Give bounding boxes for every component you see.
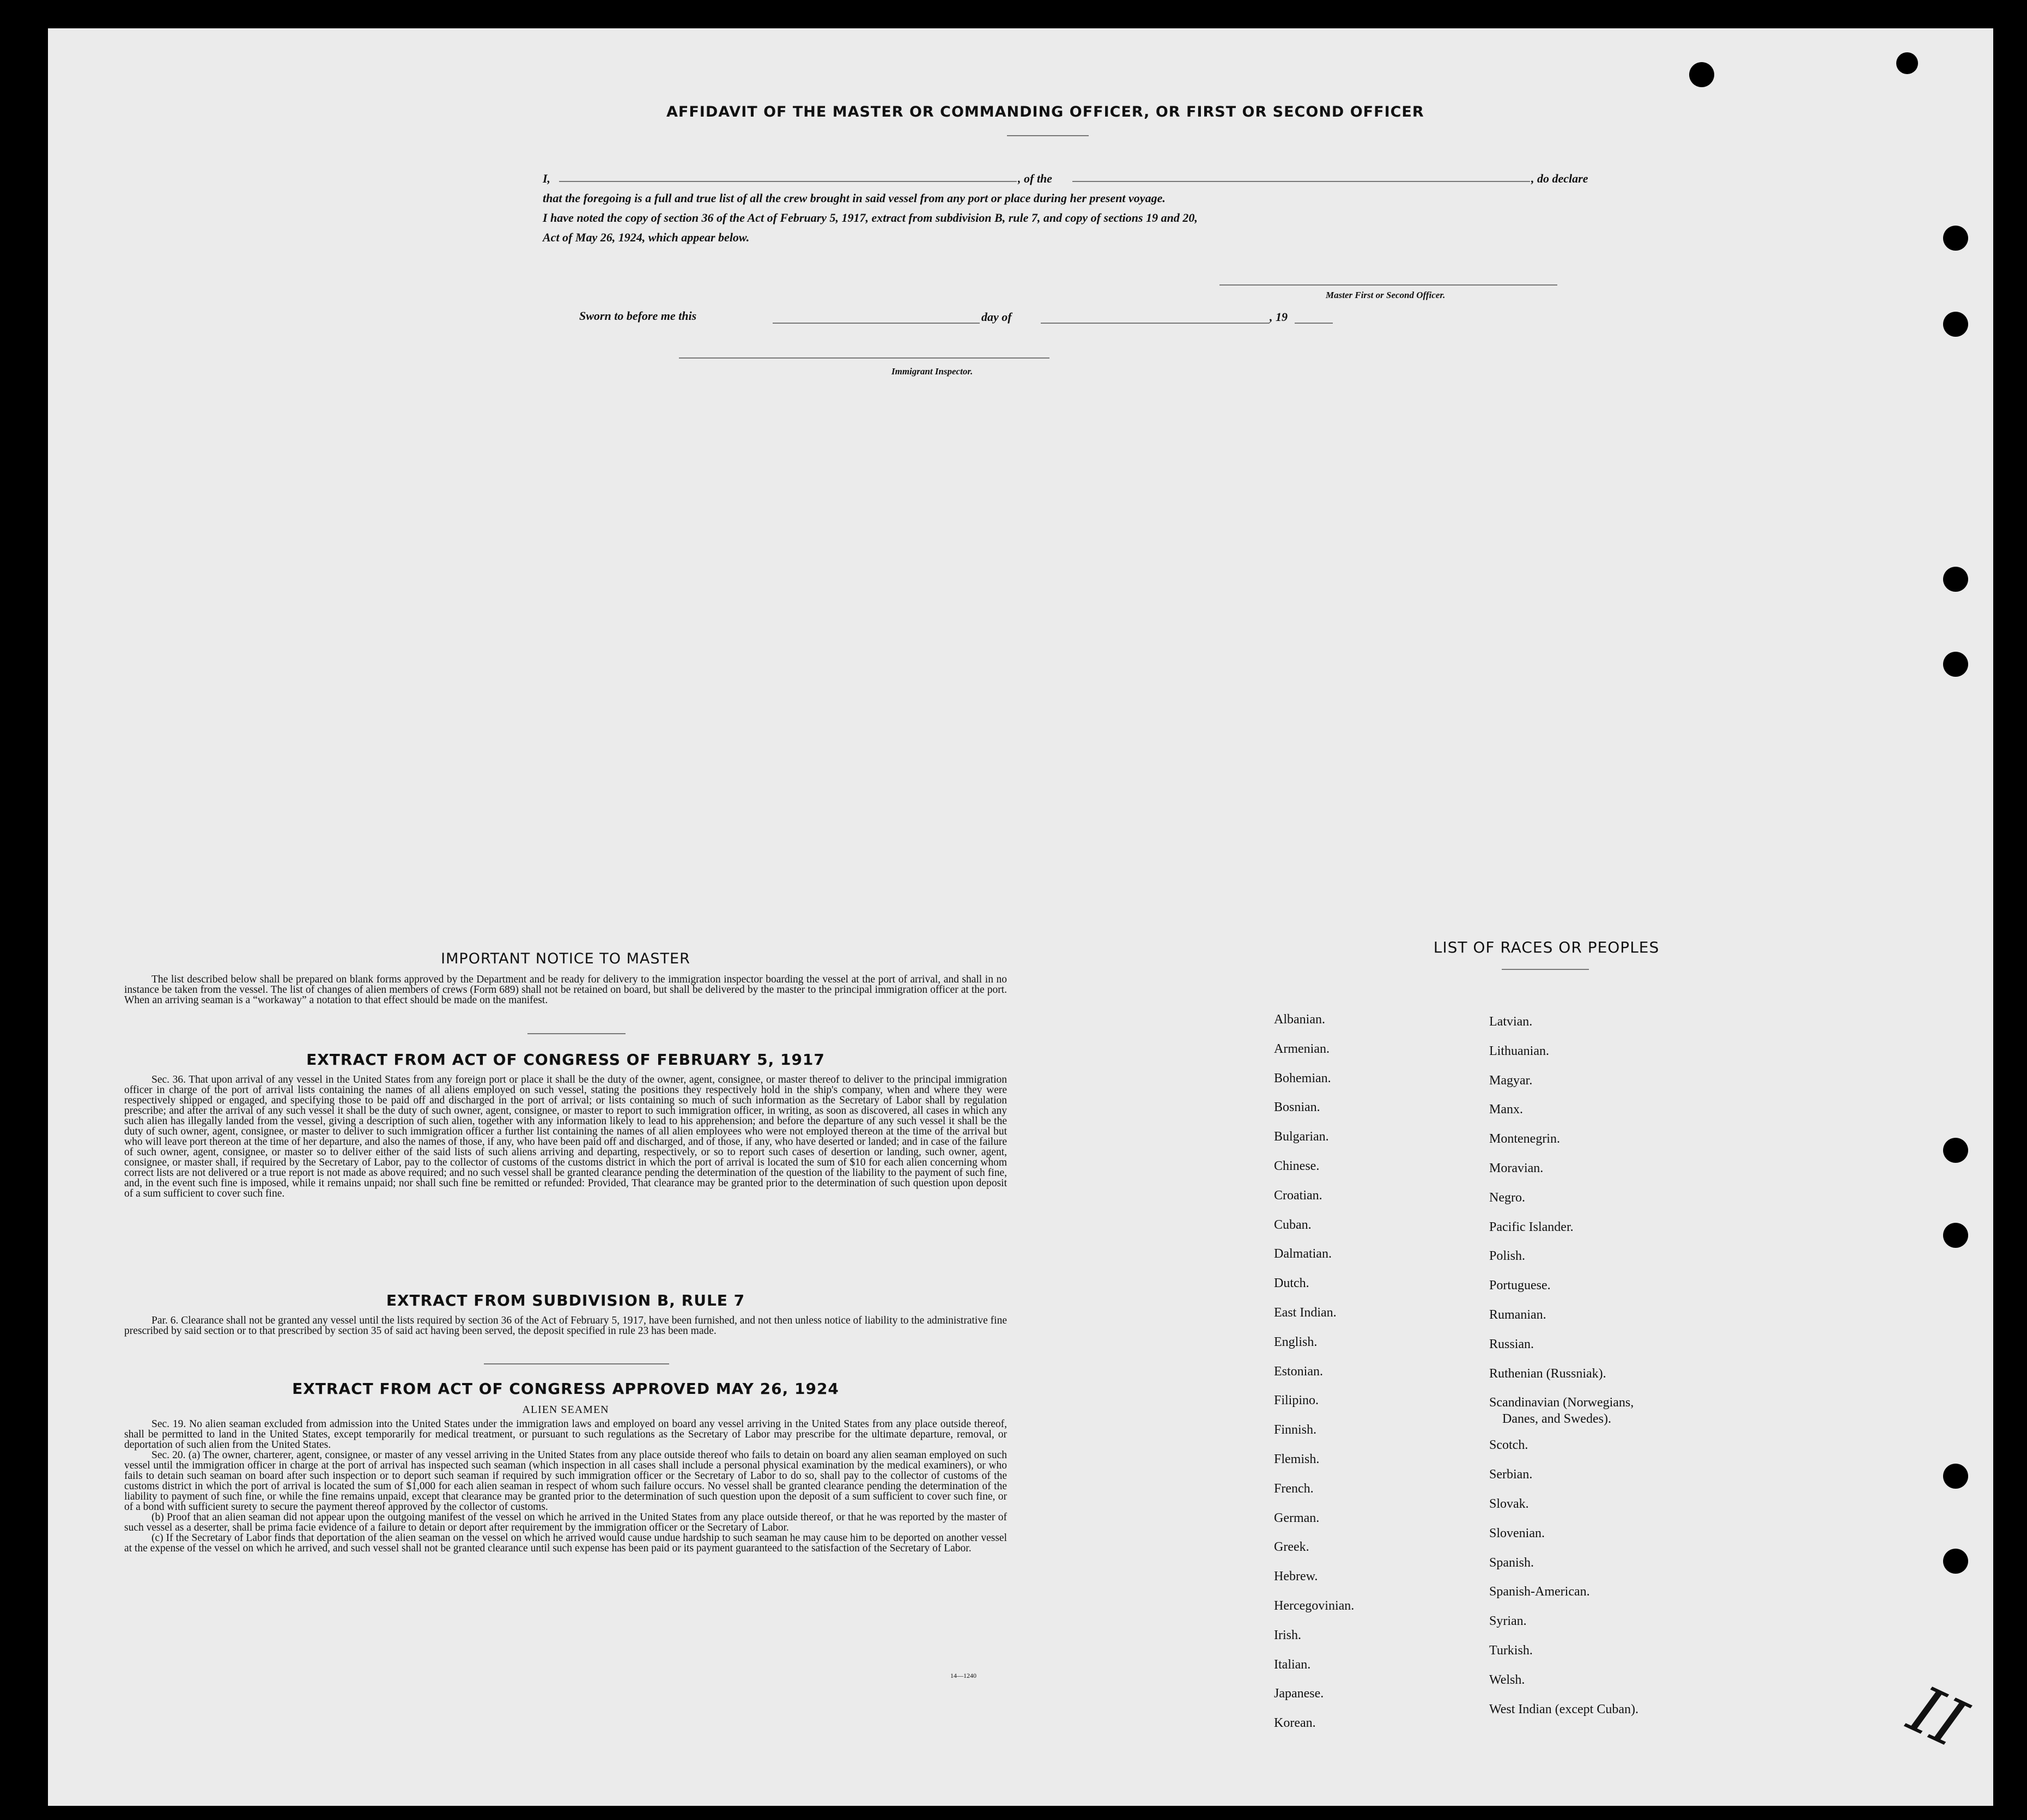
race-item: Hercegovinian.	[1274, 1599, 1355, 1613]
race-item: East Indian.	[1274, 1306, 1337, 1320]
extract-1924-body	[124, 1419, 1007, 1554]
race-item: Danes, and Swedes).	[1502, 1412, 1611, 1427]
race-item: Dutch.	[1274, 1276, 1309, 1291]
sworn-blank	[773, 323, 980, 324]
race-item: Serbian.	[1489, 1467, 1533, 1482]
race-item: Irish.	[1274, 1628, 1301, 1642]
sec-20a-text: Sec. 20. (a) The owner, charterer, agent, consignee, or master of any vessel arriving in the United States from any place outside thereof who fails to detain on board any alien seaman employed on such vessel until the immigration officer in charge at the port of arrival has inspected such seaman (which inspection in all cases shall include a personal physical examination by the medical examiners), or who fails to detain such seaman on board after such inspection or to deport such seaman if required by such immigration officer or the Secretary of Labor to do so, shall pay to the collector of customs of the customs district in which the port of arrival is located the sum of $1,000 for each alien seaman in respect of whom such failure occurs. No vessel shall be granted clearance pending the determination of the liability to payment of such fine, or while the fine remains unpaid, except that clearance may be granted prior to the determination of such question upon the deposit of a sum sufficient to cover such fine, or of a bond with sufficient surety to secure the payment thereof approved by the collector of customs.	[124, 1449, 1007, 1513]
race-item: Syrian.	[1489, 1614, 1527, 1629]
divider	[1007, 135, 1089, 136]
race-item: Cuban.	[1274, 1217, 1312, 1232]
race-item: Bulgarian.	[1274, 1130, 1329, 1144]
race-item: Spanish.	[1489, 1555, 1534, 1570]
race-item: Chinese.	[1274, 1159, 1320, 1173]
extract-1917-text: Sec. 36. That upon arrival of any vessel in the United States from any foreign port or place it shall be the duty of the owner, agent, consignee, or master thereof to deliver to the principal immigration officer in charge of the port of arrival lists containing the names of all aliens employed on such vessel, stating the positions they respectively hold in the ship's company, when and where they were respectively shipped or engaged, and specifying those to be paid off and discharged in the port of arrival; or lists containing so much of such information as the Secretary of Labor shall by regulation prescribe; and after the arrival of any such vessel it shall be the duty of such owner, agent, consignee, or master to report to such immigration officer, in writing, as soon as discovered, all cases in which any such alien has illegally landed from the vessel, giving a description of such alien, together with any information likely to lead to his apprehension; and before the departure of any such vessel it shall be the duty of such owner, agent, consignee, or master to deliver to such immigration officer a further list containing the names of all alien employees who were not employed thereon at the time of the arrival but who will leave port thereon at the time of her departure, and also the names of those, if any, who have been paid off and discharged, and of those, if any, who have deserted or landed; and in case of the failure of such owner, agent, consignee, or master so to deliver either of the said lists of such aliens arriving and departing, respectively, or so to report such cases of desertion or landing, such owner, agent, consignee, or master shall, if required by the Secretary of Labor, pay to the collector of customs of the customs district in which the port of arrival is located the sum of $10 for each alien concerning whom correct lists are not delivered or a true report is not made as above required; and no such vessel shall be granted clearance pending the determination of the question of the liability to the payment of such fine, and, in the event such fine is imposed, while it remains unpaid; nor shall such fine be remitted or refunded: Provided, That clearance may be granted prior to the determination of such question upon deposit of a sum sufficient to cover such fine.	[124, 1074, 1007, 1199]
race-item: Slovak.	[1489, 1497, 1529, 1511]
race-item: German.	[1274, 1510, 1320, 1525]
rule-7-title: EXTRACT FROM SUBDIVISION B, RULE 7	[386, 1291, 745, 1309]
race-item: Negro.	[1489, 1190, 1525, 1205]
race-item: Latvian.	[1489, 1015, 1533, 1029]
handwritten-mark: II	[1898, 1672, 1977, 1763]
race-item: Italian.	[1274, 1657, 1311, 1672]
affidavit-declare: , do declare	[1531, 172, 1588, 185]
sec-20c-text: (c) If the Secretary of Labor finds that deportation of the alien seaman on the vessel on which he arrived would cause undue hardship to such seaman he may cause him to be deported on another vessel at the expense of the vessel on which he arrived, and such vessel shall not be granted clearance until such expense has been paid or its payment guaranteed to the satisfaction of the Secretary of Labor.	[124, 1532, 1007, 1554]
race-item: French.	[1274, 1481, 1314, 1496]
race-item: Estonian.	[1274, 1364, 1323, 1379]
punch-hole	[1943, 1549, 1968, 1574]
punch-hole	[1943, 567, 1968, 592]
races-title: LIST OF RACES OR PEOPLES	[1433, 938, 1660, 956]
extract-1924-title: EXTRACT FROM ACT OF CONGRESS APPROVED MAY 26, 1924	[292, 1380, 839, 1398]
alien-seamen-subtitle: ALIEN SEAMEN	[522, 1404, 609, 1416]
master-signature-line	[1219, 284, 1557, 286]
vessel-blank	[1072, 181, 1530, 182]
race-item: Russian.	[1489, 1337, 1534, 1351]
affidavit-line-1	[543, 169, 1627, 189]
race-item: Pacific Islander.	[1489, 1220, 1574, 1234]
punch-hole	[1943, 226, 1968, 251]
day-of-label: day of	[981, 310, 1012, 324]
extract-1917-title: EXTRACT FROM ACT OF CONGRESS OF FEBRUARY 5, 1917	[306, 1051, 825, 1069]
divider	[484, 1363, 669, 1364]
affidavit-i-label: I,	[543, 172, 551, 185]
affidavit-line-2: that the foregoing is a full and true list of all the crew brought in said vessel from any port or place during her present voyage.	[543, 191, 1166, 205]
race-item: Dalmatian.	[1274, 1247, 1332, 1261]
race-item: West Indian (except Cuban).	[1489, 1702, 1638, 1716]
year-label: , 19	[1270, 310, 1288, 324]
race-item: Manx.	[1489, 1102, 1523, 1117]
race-item: Filipino.	[1274, 1393, 1319, 1408]
race-item: Polish.	[1489, 1249, 1526, 1264]
race-item: Korean.	[1274, 1716, 1316, 1731]
race-item: Portuguese.	[1489, 1278, 1551, 1293]
year-blank	[1295, 323, 1333, 324]
race-item: Japanese.	[1274, 1686, 1324, 1701]
race-item: Turkish.	[1489, 1643, 1533, 1658]
race-item: Rumanian.	[1489, 1308, 1546, 1322]
rule-7-text: Par. 6. Clearance shall not be granted any vessel until the lists required by section 36 of the Act of February 5, 1917, have been furnished, and not then unless notice of liability to the administrative fine prescribed by said section or to that prescribed by section 35 of said act having been served, the deposit specified in rule 23 has been made.	[124, 1315, 1007, 1337]
punch-hole	[1943, 312, 1968, 337]
race-item: Finnish.	[1274, 1423, 1317, 1437]
master-signature-label: Master First or Second Officer.	[1326, 290, 1446, 300]
race-item: Bosnian.	[1274, 1100, 1320, 1115]
race-item: Ruthenian (Russniak).	[1489, 1366, 1606, 1381]
affidavit-line-3: I have noted the copy of section 36 of the Act of February 5, 1917, extract from subdivision B, rule 7, and copy of sections 19 and 20,	[543, 211, 1198, 225]
race-item: Magyar.	[1489, 1073, 1533, 1088]
sec-19-text: Sec. 19. No alien seaman excluded from admission into the United States under the immigration laws and employed on board any vessel arriving in the United States from any place outside thereof, shall be permitted to land in the United States, except temporarily for medical treatment, or pursuant to such regulations as the Secretary of Labor may prescribe for the ultimate departure, removal, or deportation of such alien from the United States.	[124, 1418, 1007, 1451]
race-item: Croatian.	[1274, 1188, 1322, 1203]
punch-hole	[1896, 52, 1918, 74]
notice-text: The list described below shall be prepared on blank forms approved by the Department and be ready for delivery to the immigration inspector boarding the vessel at the port of arrival, and shall in no instance be taken from the vessel. The list of changes of alien members of crews (Form 689) shall not be retained on board, but shall be delivered by the master to the principal immigration officer at the port. When an arriving seaman is a “workaway” a notation to that effect should be made on the manifest.	[124, 974, 1007, 1006]
race-item: Scandinavian (Norwegians,	[1489, 1396, 1634, 1410]
form-number: 14—1240	[950, 1672, 976, 1679]
sec-20b-text: (b) Proof that an alien seaman did not appear upon the outgoing manifest of the vessel on which he arrived in the United States from any place outside thereof, or that he was reported by the master of such vessel as a deserter, shall be prima facie evidence of a failure to detain or deport after requirement by the immigration officer or the Secretary of Labor.	[124, 1512, 1007, 1533]
divider	[527, 1033, 626, 1034]
punch-hole	[1943, 1464, 1968, 1489]
manifest-page	[48, 28, 1993, 1806]
affidavit-line-4: Act of May 26, 1924, which appear below.	[543, 230, 750, 244]
punch-hole	[1943, 1138, 1968, 1163]
race-item: English.	[1274, 1334, 1318, 1349]
race-item: Albanian.	[1274, 1012, 1325, 1027]
punch-hole	[1689, 62, 1714, 87]
name-blank	[559, 181, 1017, 182]
race-item: Slovenian.	[1489, 1526, 1545, 1540]
punch-hole	[1943, 1223, 1968, 1248]
race-item: Flemish.	[1274, 1452, 1320, 1466]
race-item: Spanish-American.	[1489, 1585, 1590, 1599]
race-item: Armenian.	[1274, 1041, 1330, 1056]
divider	[1502, 969, 1589, 970]
affidavit-of-the: , of the	[1018, 172, 1052, 185]
race-item: Lithuanian.	[1489, 1044, 1549, 1058]
inspector-signature-line	[679, 357, 1049, 359]
day-blank	[1041, 323, 1270, 324]
race-item: Welsh.	[1489, 1672, 1525, 1687]
sworn-label: Sworn to before me this	[579, 309, 697, 323]
notice-title: IMPORTANT NOTICE TO MASTER	[441, 950, 690, 967]
race-item: Bohemian.	[1274, 1071, 1331, 1085]
race-item: Montenegrin.	[1489, 1132, 1560, 1146]
affidavit-title: AFFIDAVIT OF THE MASTER OR COMMANDING OFFICER, OR FIRST OR SECOND OFFICER	[666, 104, 1424, 120]
race-item: Greek.	[1274, 1540, 1309, 1555]
race-item: Moravian.	[1489, 1161, 1544, 1175]
inspector-signature-label: Immigrant Inspector.	[891, 366, 973, 377]
race-item: Hebrew.	[1274, 1569, 1318, 1584]
race-item: Scotch.	[1489, 1438, 1528, 1453]
punch-hole	[1943, 652, 1968, 677]
